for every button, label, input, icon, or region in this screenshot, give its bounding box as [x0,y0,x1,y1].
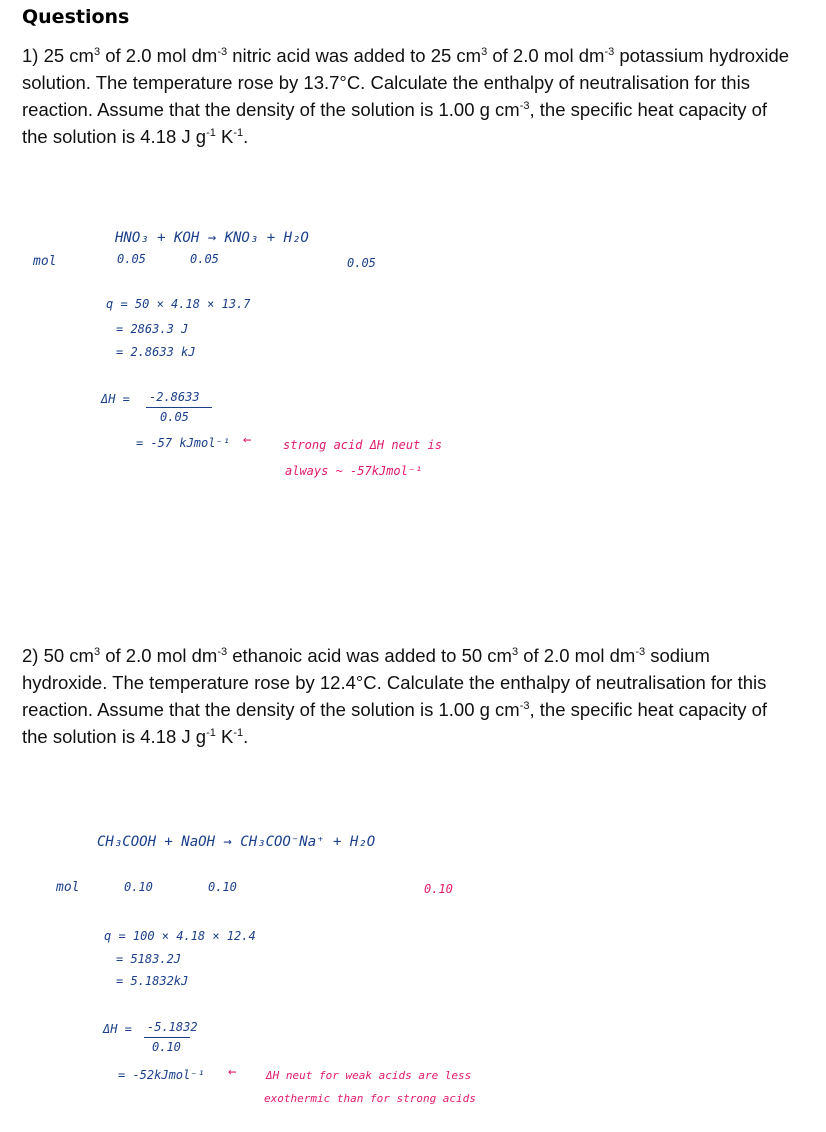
q2-dh-denominator: 0.10 [152,1040,181,1054]
q1-q-line-3: = 2.8633 kJ [116,345,196,359]
q2-mol-base: 0.10 [208,880,237,894]
question-1-text: 1) 25 $cm^3$ of 2.0 mol $dm^{-3}$ nitric acid was added to 25 $cm^3$ of 2.0 mol $dm^{-3}$ potassium hydroxide solution. The temperature rose by 13.7°C. Calculate the enthalpy of neutralisation for this reaction. Assume that the density of the solution is 1.00 g $cm^{-3}$, the specific heat capacity of the solution is 4.18 J $g^{-1}$ $K^{-1}$. [22,45,790,147]
page-heading: Questions [22,6,130,28]
q1-dh-result: = -57 kJmol⁻¹ [136,436,230,450]
q2-dh-label: ΔH = [103,1022,132,1036]
q1-mol-label: mol [33,254,57,269]
q2-mol-water: 0.10 [424,882,453,896]
q2-equation: CH₃COOH + NaOH → CH₃COO⁻Na⁺ + H₂O [97,834,376,850]
q2-q-line-3: = 5.1832kJ [116,974,189,988]
q2-dh-numerator: -5.1832 [147,1020,198,1034]
q2-q-line-1: q = 100 × 4.18 × 12.4 [104,929,256,943]
q1-mol-acid: 0.05 [117,252,146,266]
q2-note-line-2: exothermic than for strong acids [264,1092,476,1105]
q1-dh-denominator: 0.05 [160,410,189,424]
q2-mol-label: mol [56,880,80,895]
q1-fraction-bar [146,407,212,408]
q1-equation: HNO₃ + KOH → KNO₃ + H₂O [115,230,309,246]
q1-q-line-1: q = 50 × 4.18 × 13.7 [106,297,251,311]
q2-dh-result: = -52kJmol⁻¹ [118,1068,205,1082]
q1-note-line-2: always ~ -57kJmol⁻¹ [285,464,423,478]
q1-dh-numerator: -2.8633 [149,390,200,404]
question-2-text: 2) 50 $cm^3$ of 2.0 mol $dm^{-3}$ ethanoic acid was added to 50 $cm^3$ of 2.0 mol $dm^{-3}$ sodium hydroxide. The temperature rose by 12.4°C. Calculate the enthalpy of neutralisation for this reaction. Assume that the density of the solution is 1.00 g $cm^{-3}$, the specific heat capacity of the solution is 4.18 J $g^{-1}$ $K^{-1}$. [22,645,768,747]
q1-note-line-1: strong acid ΔH neut is [283,438,442,452]
q2-note-arrow: ← [228,1064,237,1080]
q2-mol-acid: 0.10 [124,880,153,894]
q2-fraction-bar [144,1037,190,1038]
q1-note-arrow: ← [243,432,252,448]
q1-dh-label: ΔH = [101,392,130,406]
q2-q-line-2: = 5183.2J [116,952,182,966]
q1-q-line-2: = 2863.3 J [116,322,189,336]
q1-mol-base: 0.05 [190,252,219,266]
q1-mol-water: 0.05 [347,256,376,270]
q2-note-line-1: ΔH neut for weak acids are less [266,1069,472,1082]
